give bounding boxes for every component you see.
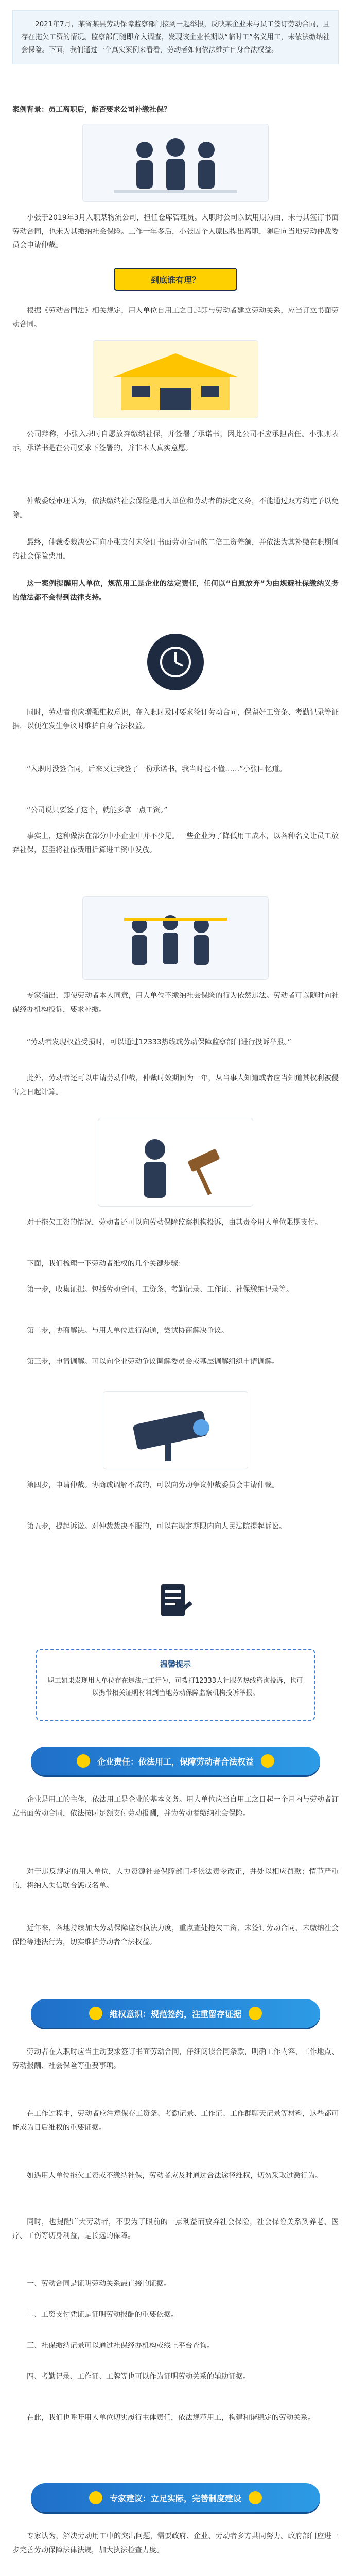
paragraph: 小张于2019年3月入职某物流公司，担任仓库管理员。入职时公司以试用期为由，未与其签订书面劳动合同，也未为其缴纳社会保险。工作一年多后，小张因个人原因提出离职，随后向当地劳动仲裁委员会申请仲裁。 bbox=[12, 214, 339, 250]
paragraph: 如遇用人单位拖欠工资或不缴纳社保，劳动者应及时通过合法途径维权，切勿采取过激行为。 bbox=[27, 2172, 322, 2180]
paragraph-block bbox=[12, 1520, 339, 1534]
document-icon bbox=[147, 1577, 204, 1633]
paragraph: 近年来，各地持续加大劳动保障监察执法力度，重点查处拖欠工资、未签订劳动合同、未缴纳社会保险等违法行为，切实维护劳动者合法权益。 bbox=[12, 1924, 339, 1946]
banner-title: 专家建议：立足实际，完善制度建设 bbox=[109, 2493, 241, 2503]
paragraph: 专家指出，即使劳动者本人同意，用人单位不缴纳社会保险的行为依然违法。劳动者可以随时向社保经办机构投诉，要求补缴。 bbox=[12, 992, 339, 1014]
paragraph-block bbox=[12, 1793, 339, 1820]
paragraph: 第五步，提起诉讼。对仲裁裁决不服的，可以在规定期限内向人民法院提起诉讼。 bbox=[27, 1522, 286, 1531]
paragraph-block bbox=[12, 1036, 339, 1049]
paragraph-block bbox=[12, 2339, 339, 2353]
paragraph-block bbox=[12, 2370, 339, 2384]
paragraph-block bbox=[12, 1324, 339, 1338]
paragraph: “劳动者发现权益受损时，可以通过12333热线或劳动保障监察部门进行投诉举报。” bbox=[27, 1038, 292, 1046]
notice-text: 职工如果发现用人单位存在违法用工行为，可拨打12333人社服务热线咨询投诉，也可以携带相关证明材料到当地劳动保障监察机构投诉举报。 bbox=[47, 1676, 304, 1698]
paragraph: 劳动者在入职时应当主动要求签订书面劳动合同，仔细阅读合同条款，明确工作内容、工作地点、劳动报酬、社会保险等重要事项。 bbox=[12, 2048, 339, 2070]
clock-icon bbox=[147, 634, 204, 690]
banner-dot-icon bbox=[249, 2491, 262, 2504]
question-block bbox=[12, 103, 339, 117]
paragraph: 同时，也提醒广大劳动者，不要为了眼前的一点利益而放弃社会保险，社会保险关系到养老、医疗、工伤等切身利益，是长远的保障。 bbox=[12, 2218, 339, 2240]
paragraph-block bbox=[12, 2169, 339, 2183]
notice-title: 温馨提示 bbox=[160, 1659, 191, 1669]
paragraph: “入职时没签合同，后来又让我签了一份承诺书，我当时也不懂……”小张回忆道。 bbox=[27, 765, 287, 773]
banner-dot-icon bbox=[261, 1754, 274, 1768]
banner-dot-icon bbox=[89, 2007, 102, 2020]
intro-box bbox=[12, 10, 339, 64]
paragraph-block bbox=[12, 706, 339, 733]
paragraph-block bbox=[12, 1216, 339, 1230]
paragraph: 此外，劳动者还可以申请劳动仲裁，仲裁时效期间为一年，从当事人知道或者应当知道其权利被侵害之日起计算。 bbox=[12, 1074, 339, 1096]
officer-illustration bbox=[98, 1118, 253, 1207]
paragraph: 仲裁委经审理认为，依法缴纳社会保险是用人单位和劳动者的法定义务，不能通过双方约定予以免除。 bbox=[12, 497, 339, 519]
warehouse-icon bbox=[93, 341, 258, 418]
question-button[interactable]: 到底谁有理？ bbox=[114, 268, 237, 291]
section-banner-2 bbox=[31, 1999, 320, 2028]
section-banner-3 bbox=[31, 2483, 320, 2512]
paragraph-block bbox=[12, 1922, 339, 1949]
paragraph: 三、社保缴纳记录可以通过社保经办机构或线上平台查询。 bbox=[27, 2342, 214, 2350]
workers-icon bbox=[83, 897, 268, 979]
banner-title: 企业责任：依法用工，保障劳动者合法权益 bbox=[97, 1756, 254, 1767]
paragraph-block bbox=[12, 804, 339, 818]
paragraph: 第三步，申请调解。可以向企业劳动争议调解委员会或基层调解组织申请调解。 bbox=[27, 1358, 279, 1366]
paragraph-block bbox=[12, 1865, 339, 1892]
paragraph-block bbox=[12, 2308, 339, 2322]
paragraph: 四、考勤记录、工作证、工牌等也可以作为证明劳动关系的辅助证据。 bbox=[27, 2372, 250, 2381]
paragraph-block bbox=[12, 1355, 339, 1369]
paragraph-block bbox=[12, 577, 339, 604]
paragraph: 企业是用工的主体，依法用工是企业的基本义务。用人单位应当自用工之日起一个月内与劳动者订立书面劳动合同，依法按时足额支付劳动报酬，并为劳动者缴纳社会保险。 bbox=[12, 1795, 339, 1818]
paragraph-block bbox=[12, 2107, 339, 2134]
paragraph-block bbox=[12, 2215, 339, 2243]
camera-illustration bbox=[103, 1391, 248, 1469]
paragraph: “公司说只要签了这个，就能多拿一点工资。” bbox=[27, 806, 168, 815]
paragraph-block bbox=[12, 2045, 339, 2073]
paragraph: 专家认为，解决劳动用工中的突出问题，需要政府、企业、劳动者多方共同努力。政府部门应进一步完善劳动保障法律法规，加大执法检查力度。 bbox=[12, 2532, 339, 2554]
paragraph: 事实上，这种做法在部分中小企业中并不少见。一些企业为了降低用工成本，以各种名义让员工放弃社保，甚至将社保费用折算进工资中发放。 bbox=[12, 832, 339, 854]
banner-dot-icon bbox=[89, 2491, 102, 2504]
workers-illustration bbox=[82, 896, 269, 980]
notice-box bbox=[36, 1649, 315, 1721]
paragraph-block bbox=[12, 989, 339, 1016]
paragraph: 最终，仲裁委裁决公司向小张支付未签订书面劳动合同的二倍工资差额，并依法为其补缴在职期间的社会保险费用。 bbox=[12, 538, 339, 561]
paragraph: 第一步，收集证据。包括劳动合同、工资条、考勤记录、工作证、社保缴纳记录等。 bbox=[27, 1285, 293, 1294]
paragraph: 二、工资支付凭证是证明劳动报酬的重要依据。 bbox=[27, 2311, 178, 2319]
gavel-icon bbox=[98, 1118, 253, 1206]
banner-title: 维权意识：规范签约，注重留存证据 bbox=[109, 2009, 241, 2019]
paragraph: 一、劳动合同是证明劳动关系最直接的证据。 bbox=[27, 2280, 171, 2288]
paragraph-block bbox=[12, 1283, 339, 1297]
paragraph-block bbox=[12, 2411, 339, 2425]
paragraph-block bbox=[12, 495, 339, 522]
paragraph-block bbox=[12, 1479, 339, 1493]
paragraph: 这一案例提醒用人单位，规范用工是企业的法定责任，任何以“自愿放弃”为由规避社保缴纳义务的做法都不会得到法律支持。 bbox=[12, 580, 339, 602]
paragraph-block bbox=[12, 2277, 339, 2291]
people-illustration bbox=[82, 124, 269, 202]
banner-dot-icon bbox=[77, 1754, 90, 1768]
paragraph: 同时，劳动者也应增强维权意识，在入职时及时要求签订劳动合同，保留好工资条、考勤记录等证据，以便在发生争议时维护自身合法权益。 bbox=[12, 708, 339, 731]
intro-text: 2021年7月，某省某县劳动保障监察部门接到一起举报，反映某企业未与员工签订劳动合同，且存在拖欠工资的情况。监察部门随即介入调查，发现该企业长期以“临时工”名义用工，未依法缴纳社会保险。下面，我们通过一个真实案例来看看，劳动者如何依法维护自身合法权益。 bbox=[21, 20, 330, 54]
people-icon bbox=[83, 124, 268, 201]
paragraph: 在工作过程中，劳动者应注意保存工资条、考勤记录、工作证、工作群聊天记录等材料，这些都可能成为日后维权的重要证据。 bbox=[12, 2110, 339, 2132]
paragraph-block bbox=[12, 762, 339, 776]
paragraph-block bbox=[12, 1257, 339, 1271]
paragraph: 在此，我们也呼吁用人单位切实履行主体责任，依法规范用工，构建和谐稳定的劳动关系。 bbox=[27, 2414, 315, 2422]
warehouse-illustration bbox=[93, 340, 258, 418]
paragraph-block bbox=[12, 211, 339, 252]
paragraph-block bbox=[12, 536, 339, 563]
paragraph: 第四步，申请仲裁。协商或调解不成的，可以向劳动争议仲裁委员会申请仲裁。 bbox=[27, 1481, 279, 1489]
question-title: 案例背景：员工离职后，能否要求公司补缴社保？ bbox=[12, 106, 171, 114]
paragraph: 第二步，协商解决。与用人单位进行沟通，尝试协商解决争议。 bbox=[27, 1327, 229, 1335]
paragraph-block bbox=[12, 304, 339, 331]
paragraph: 下面，我们梳理一下劳动者维权的几个关键步骤： bbox=[27, 1260, 185, 1268]
paragraph: 对于拖欠工资的情况，劳动者还可以向劳动保障监察机构投诉，由其责令用人单位限期支付。 bbox=[27, 1218, 322, 1227]
paragraph: 对于违反规定的用人单位，人力资源社会保障部门将依法责令改正，并处以相应罚款；情节严重的，将纳入失信联合惩戒名单。 bbox=[12, 1868, 339, 1890]
banner-dot-icon bbox=[249, 2007, 262, 2020]
paragraph: 根据《劳动合同法》相关规定，用人单位自用工之日起即与劳动者建立劳动关系，应当订立书面劳动合同。 bbox=[12, 307, 339, 329]
paragraph-block bbox=[12, 1072, 339, 1099]
section-banner-1 bbox=[31, 1747, 320, 1775]
paragraph-block bbox=[12, 428, 339, 455]
camera-icon bbox=[103, 1392, 248, 1469]
paragraph: 公司辩称，小张入职时自愿放弃缴纳社保，并签署了承诺书，因此公司不应承担责任。小张则表示，承诺书是在公司要求下签署的，并非本人真实意愿。 bbox=[12, 430, 339, 452]
paragraph-block bbox=[12, 829, 339, 857]
paragraph-block bbox=[12, 2530, 339, 2557]
